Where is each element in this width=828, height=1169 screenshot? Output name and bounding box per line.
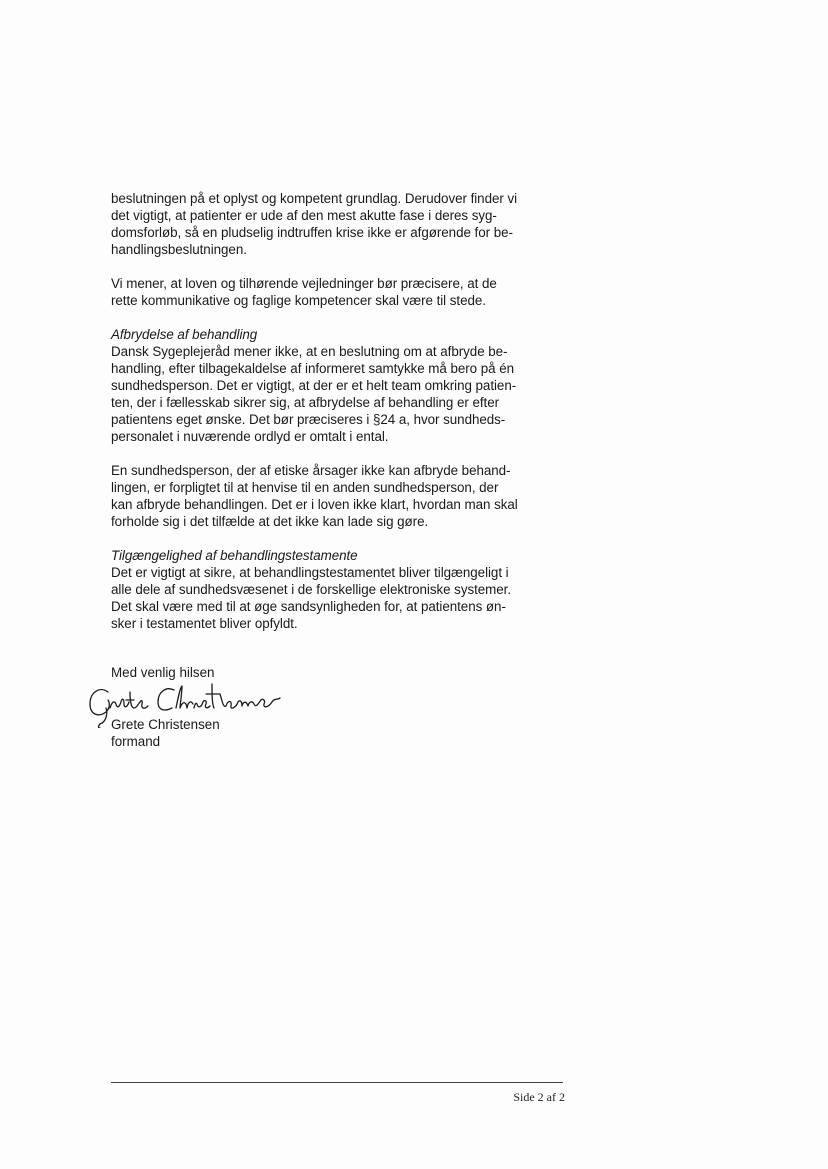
text-line: patientens eget ønske. Det bør præciseres i §24 a, hvor sundheds- xyxy=(111,412,506,427)
text-line: lingen, er forpligtet til at henvise til en anden sundhedsperson, der xyxy=(111,480,499,495)
text-line: ten, der i fællesskab sikrer sig, at afbrydelse af behandling er efter xyxy=(111,395,500,410)
text-line: alle dele af sundhedsvæsenet i de forskellige elektroniske systemer. xyxy=(111,582,512,597)
page-number: Side 2 af 2 xyxy=(513,1090,565,1104)
signer-title: formand xyxy=(111,734,161,749)
text-line: Det er vigtigt at sikre, at behandlingstestamentet bliver tilgængeligt i xyxy=(111,565,509,580)
paragraph-ethical-reasons xyxy=(111,462,571,530)
text-line: Dansk Sygeplejeråd mener ikke, at en beslutning om at afbryde be- xyxy=(111,344,508,359)
signer-block xyxy=(111,716,220,750)
footer-divider xyxy=(111,1082,563,1083)
text-line: sundhedsperson. Det er vigtigt, at der er et helt team omkring patien- xyxy=(111,378,517,393)
text-line: En sundhedsperson, der af etiske årsager ikke kan afbryde behand- xyxy=(111,463,511,478)
text-line: Det skal være med til at øge sandsynligheden for, at patientens øn- xyxy=(111,599,506,614)
text-line: personalet i nuværende ordlyd er omtalt i ental. xyxy=(111,429,389,444)
paragraph-decision-basis xyxy=(111,190,571,258)
section-heading: Tilgængelighed af behandlingstestamente xyxy=(111,548,358,563)
paragraph-availability xyxy=(111,547,571,632)
text-line: Vi mener, at loven og tilhørende vejledninger bør præcisere, at de xyxy=(111,276,497,291)
letter-body xyxy=(111,190,571,649)
section-heading: Afbrydelse af behandling xyxy=(111,327,258,342)
text-line: kan afbryde behandlingen. Det er i loven ikke klart, hvordan man skal xyxy=(111,497,518,512)
closing-salutation: Med venlig hilsen xyxy=(111,665,215,680)
paragraph-competences xyxy=(111,275,571,309)
text-line: rette kommunikative og faglige kompetencer skal være til stede. xyxy=(111,293,486,308)
text-line: handlingsbeslutningen. xyxy=(111,242,247,257)
text-line: domsforløb, så en pludselig indtruffen krise ikke er afgørende for be- xyxy=(111,225,513,240)
text-line: beslutningen på et oplyst og kompetent grundlag. Derudover finder vi xyxy=(111,191,518,206)
signer-name: Grete Christensen xyxy=(111,717,220,732)
text-line: forholde sig i det tilfælde at det ikke kan lade sig gøre. xyxy=(111,514,429,529)
text-line: handling, efter tilbagekaldelse af informeret samtykke må bero på én xyxy=(111,361,515,376)
text-line: det vigtigt, at patienter er ude af den mest akutte fase i deres syg- xyxy=(111,208,497,223)
text-line: sker i testamentet bliver opfyldt. xyxy=(111,616,298,631)
paragraph-stopping-treatment xyxy=(111,326,571,445)
